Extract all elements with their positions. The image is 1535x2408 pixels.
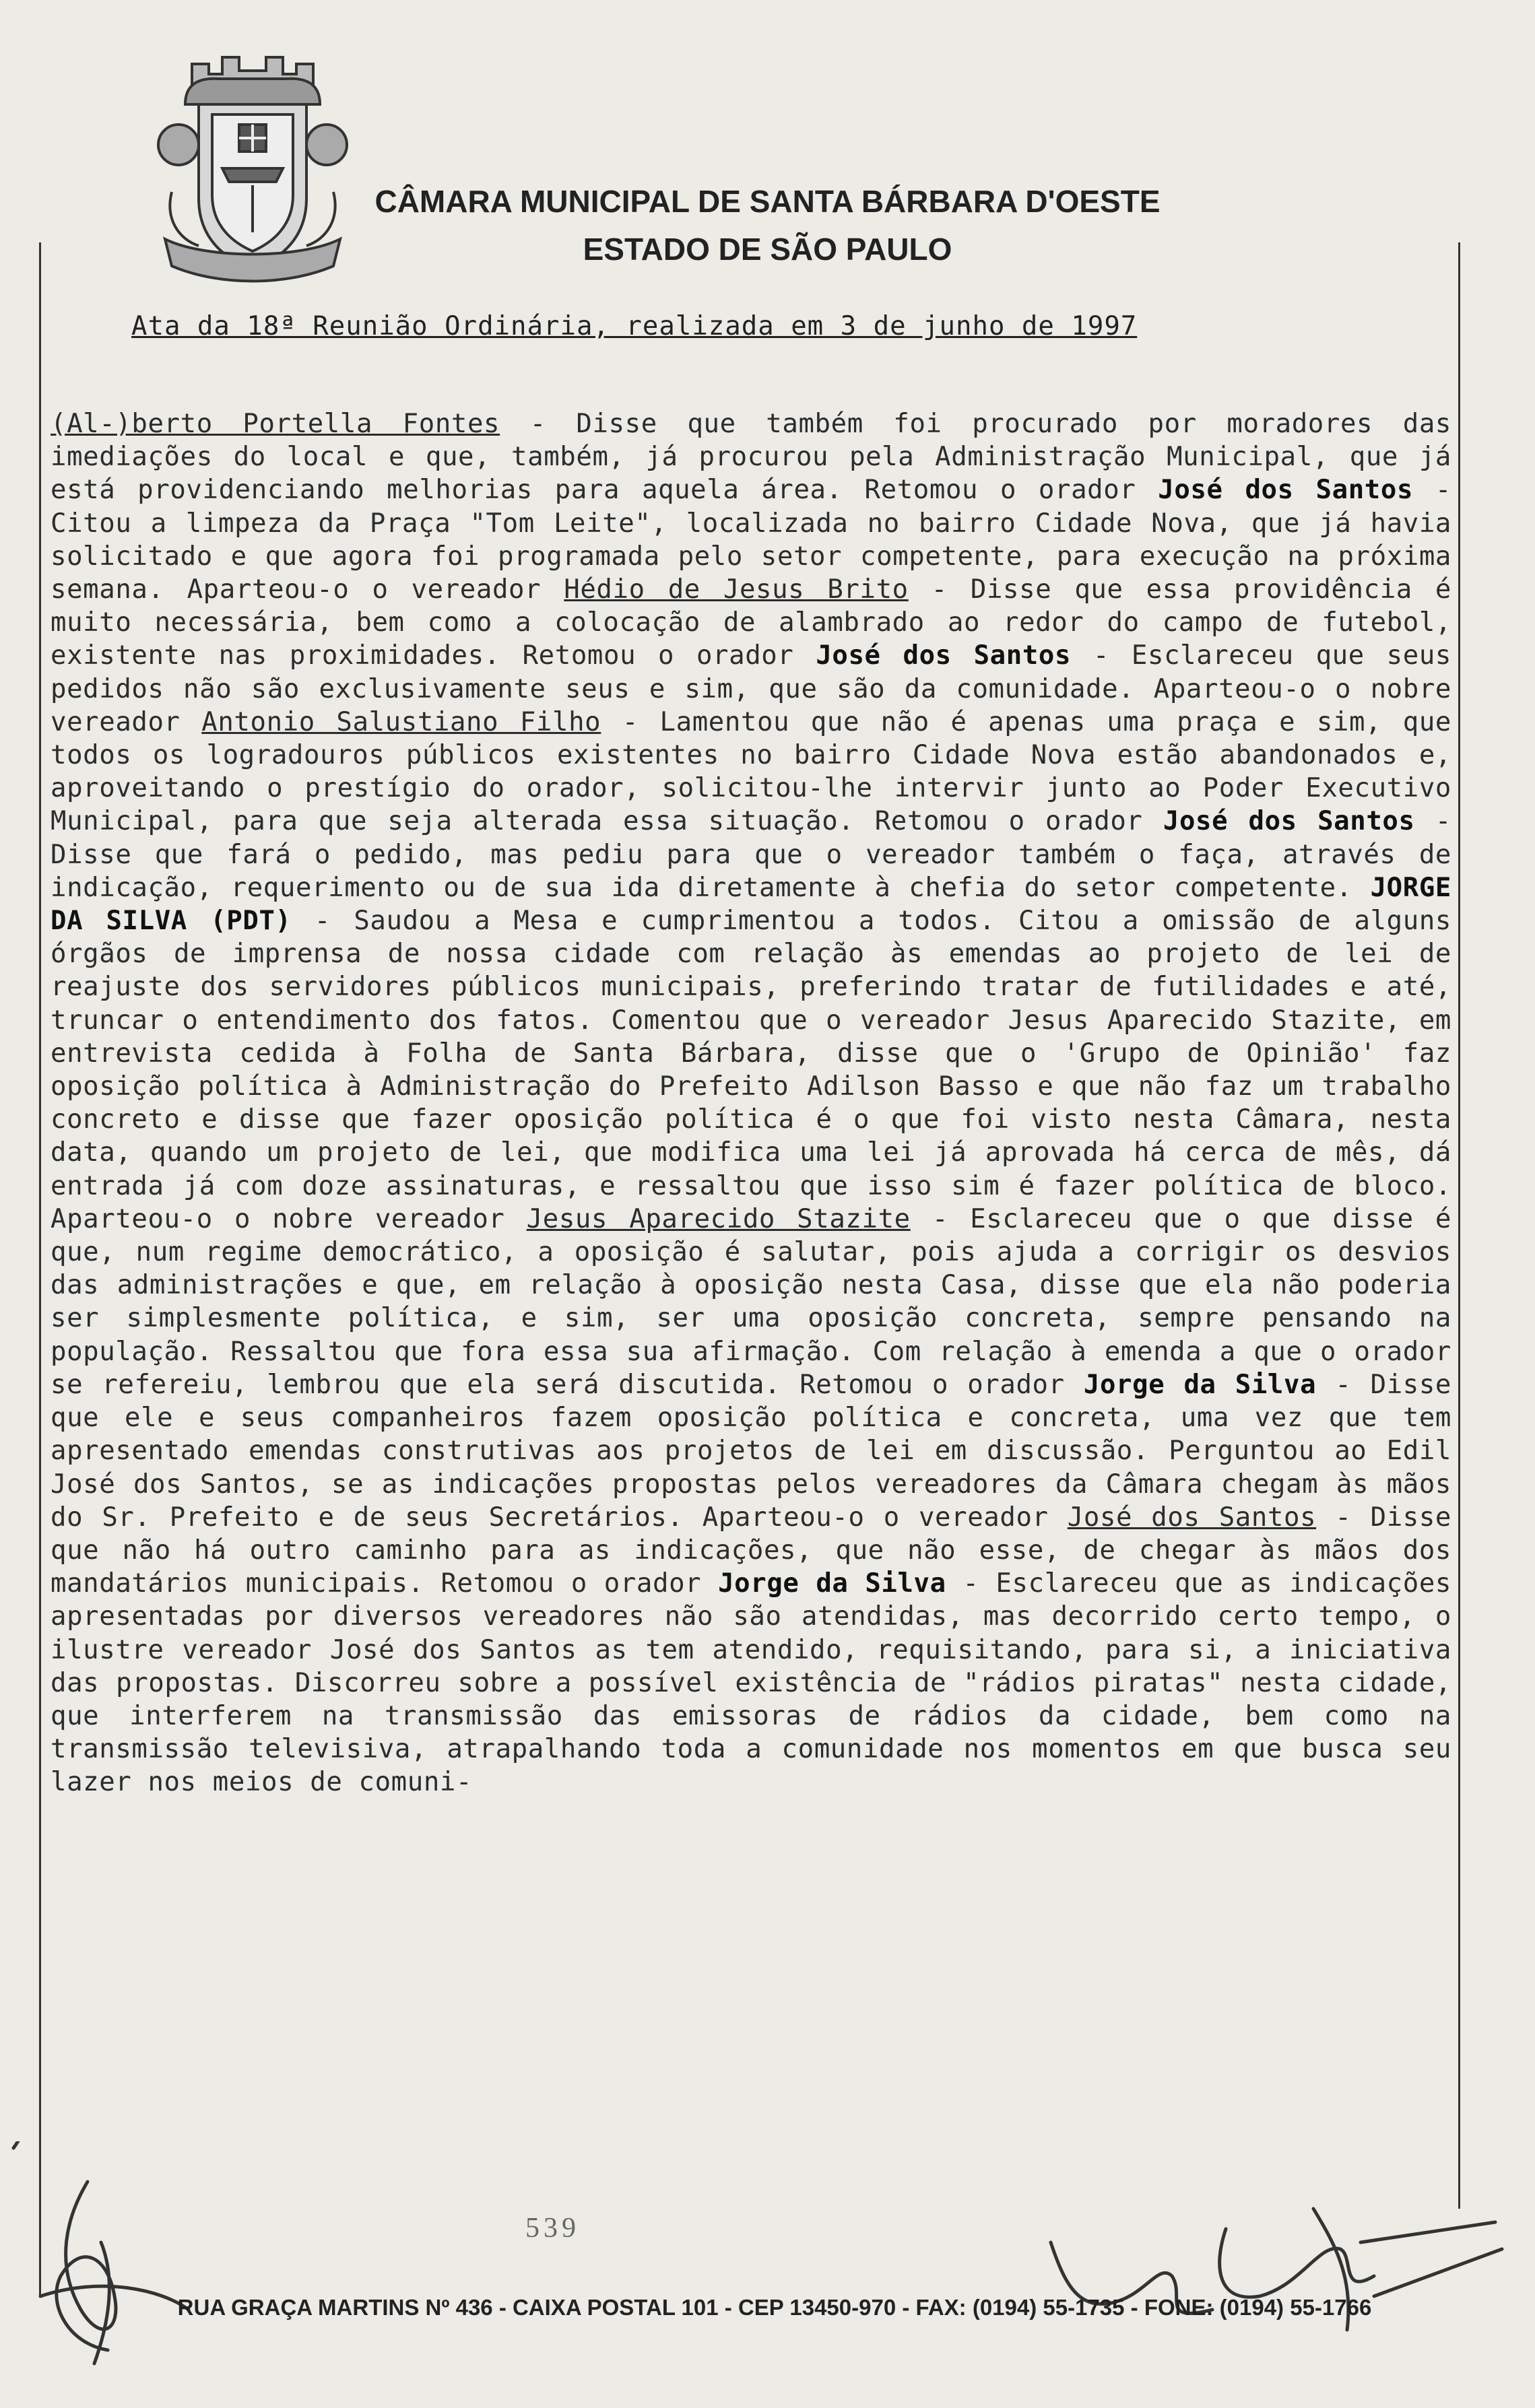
- speaker-name: José dos Santos: [1158, 475, 1414, 506]
- text-run: - Disse que fará o pedido, mas pediu para que o vereador também o faça, através de indicação, requerimento ou de sua ida diretamente à chefia do setor competente.: [51, 806, 1451, 903]
- text-run: - Lamentou que não é apenas uma praça e sim, que todos os logradouros públicos existentes no bairro Cidade Nova estão abandonados e, aproveitando o prestígio do orador, solicitou-lhe intervir junto ao Poder Executivo Municipal, para que seja alterada essa situação. Retomou o orador: [51, 706, 1451, 837]
- speaker-name: Jesus Aparecido Stazite: [526, 1203, 911, 1234]
- speaker-name: Jorge da Silva: [1083, 1369, 1317, 1400]
- right-margin-rule: [1458, 242, 1460, 2209]
- chamber-name: CÂMARA MUNICIPAL DE SANTA BÁRBARA D'OESTE: [374, 184, 1161, 219]
- text-run: - Disse que não há outro caminho para as indicações, que não esse, de chegar às mãos dos mandatários municipais. Retomou o orador: [51, 1502, 1451, 1599]
- text-run: - Esclareceu que o que disse é que, num regime democrático, a oposição é salutar, pois ajuda a corrigir os desvios das administrações e que, em relação à oposição nesta Casa, disse que ela não poderia ser simplesmente política, e sim, ser uma oposição concreta, sempre pensando na população. Ressaltou que fora essa sua afirmação. Com relação à emenda a que o orador se refereiu, lembrou que ela será discutida. Retomou o orador: [51, 1203, 1451, 1400]
- page-number: 539: [525, 2213, 580, 2244]
- text-run: - Esclareceu que as indicações apresentadas por diversos vereadores não são atendidas, mas decorrido certo tempo, o ilustre vereador José dos Santos as tem atendido, requisitando, para si, a iniciativa das propostas. Discorreu sobre a possível existência de "rádios piratas" nesta cidade, que interferem na transmissão das emissoras de rádios da cidade, bem como na transmissão televisiva, atrapalhando toda a comunidade nos momentos em que busca seu lazer nos meios de comuni-: [51, 1568, 1451, 1798]
- speaker-name: José dos Santos: [1067, 1502, 1317, 1533]
- footer-address: RUA GRAÇA MARTINS Nº 436 - CAIXA POSTAL 101 - CEP 13450-970 - FAX: (0194) 55-1735 - FONE: (0194) 55-1766: [177, 2295, 1372, 2320]
- minutes-paragraph: [51, 407, 1451, 1799]
- text-run: - Citou a limpeza da Praça "Tom Leite", localizada no bairro Cidade Nova, que já havia solicitado e que agora foi programada pelo setor competente, para execução na próxima semana. Aparteou-o o vereador: [51, 475, 1451, 605]
- text-run: - Disse que também foi procurado por moradores das imediações do local e que, também, já procurou pela Administração Municipal, que já está providenciando melhorias para aquela área. Retomou o orador: [51, 409, 1451, 506]
- text-run: - Disse que essa providência é muito necessária, bem como a colocação de alambrado ao redor do campo de futebol, existente nas proximidades. Retomou o orador: [51, 574, 1451, 671]
- left-margin-rule: [39, 242, 41, 2296]
- speaker-name: José dos Santos: [1163, 806, 1415, 837]
- speaker-name: Hédio de Jesus Brito: [564, 574, 909, 605]
- speaker-name: Jorge da Silva: [718, 1568, 946, 1599]
- minutes-body: [51, 407, 1451, 2205]
- text-run: - Esclareceu que seus pedidos não são exclusivamente seus e sim, que são da comunidade. Aparteou-o o nobre vereador: [51, 640, 1451, 737]
- speaker-name: Antonio Salustiano Filho: [201, 706, 601, 737]
- text-run: - Disse que ele e seus companheiros fazem oposição política e concreta, uma vez que tem apresentado emendas construtivas aos projetos de lei em discussão. Perguntou ao Edil José dos Santos, se as indicações propostas pelos vereadores da Câmara chegam às mãos do Sr. Prefeito e de seus Secretários. Aparteou-o o vereador: [51, 1369, 1451, 1533]
- text-run: - Saudou a Mesa e cumprimentou a todos. Citou a omissão de alguns órgãos de imprensa de nossa cidade com relação às emendas ao projeto de lei de reajuste dos servidores públicos municipais, preferindo tratar de futilidades e até, truncar o entendimento dos fatos. Comentou que o vereador Jesus Aparecido Stazite, em entrevista cedida à Folha de Santa Bárbara, disse que o 'Grupo de Opinião' faz oposição política à Administração do Prefeito Adilson Basso e que não faz um trabalho concreto e disse que fazer oposição política é o que foi visto nesta Câmara, nesta data, quando um projeto de lei, que modifica uma lei já aprovada há cerca de mês, dá entrada já com doze assinaturas, e ressaltou que isso sim é fazer política de bloco. Aparteou-o o nobre vereador: [51, 906, 1451, 1234]
- speaker-name: José dos Santos: [816, 640, 1072, 671]
- state-name: ESTADO DE SÃO PAULO: [583, 232, 952, 267]
- speaker-name: (Al-)berto Portella Fontes: [51, 409, 500, 439]
- speaker-name: JORGE DA SILVA (PDT): [51, 872, 1451, 937]
- minutes-title: Ata da 18ª Reunião Ordinária, realizada em 3 de junho de 1997: [131, 311, 1138, 341]
